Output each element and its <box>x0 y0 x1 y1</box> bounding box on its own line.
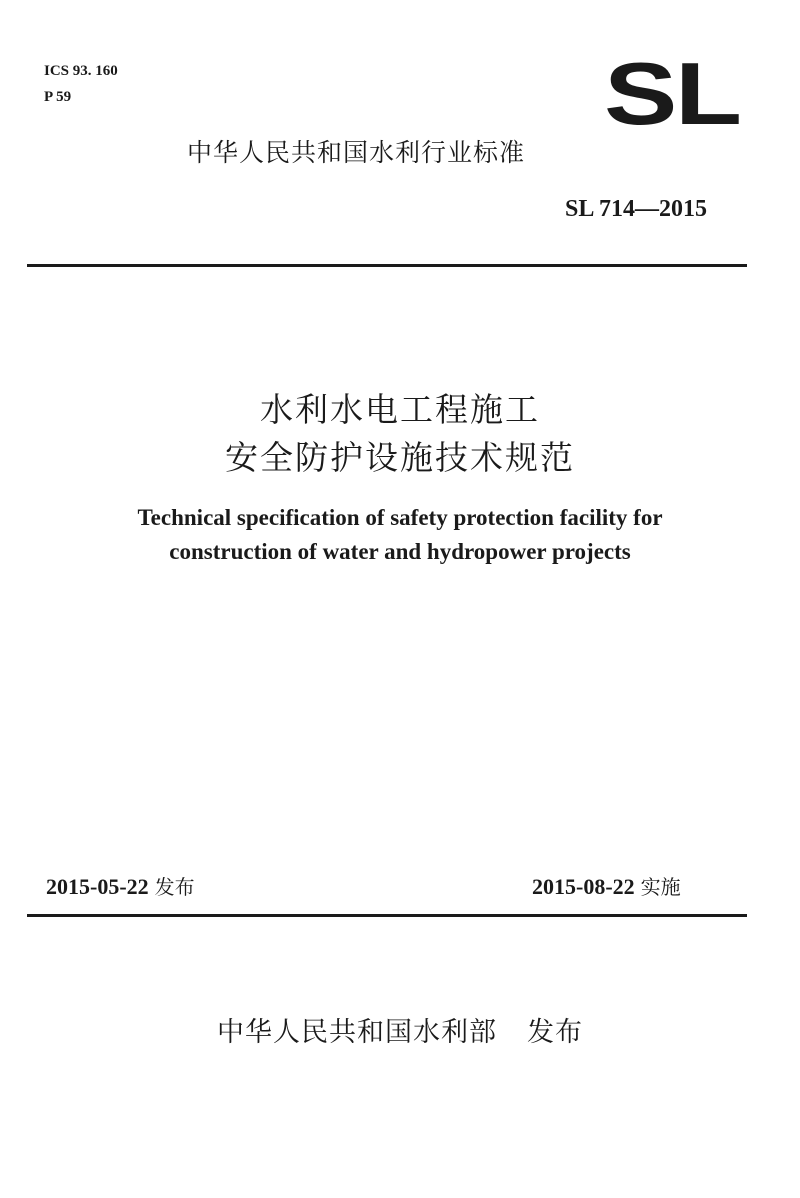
title-chinese-line-2: 安全防护设施技术规范 <box>225 438 575 477</box>
bottom-divider <box>27 914 747 917</box>
issuer-line <box>0 1010 800 1049</box>
top-divider <box>27 264 747 267</box>
effective-date-block <box>532 871 681 900</box>
title-chinese-line-1: 水利水电工程施工 <box>260 390 540 429</box>
issue-date: 2015-05-22 <box>46 874 149 899</box>
effective-date: 2015-08-22 <box>532 874 635 899</box>
ccs-code: P 59 <box>44 89 72 105</box>
sl-logo: SL <box>604 44 740 143</box>
effective-label: 实施 <box>640 875 681 899</box>
issuer-action: 发布 <box>527 1017 583 1048</box>
standard-number: SL 714—2015 <box>564 196 707 222</box>
ics-code: ICS 93. 160 <box>44 63 118 79</box>
standard-category-title: 中华人民共和国水利行业标准 <box>187 138 526 167</box>
issue-label: 发布 <box>154 875 195 899</box>
title-english-line-1: Technical specification of safety protection facility for <box>137 505 663 530</box>
title-english-line-2: construction of water and hydropower projects <box>169 539 631 564</box>
issuer-name: 中华人民共和国水利部 <box>217 1017 497 1048</box>
issue-date-block <box>46 871 195 900</box>
